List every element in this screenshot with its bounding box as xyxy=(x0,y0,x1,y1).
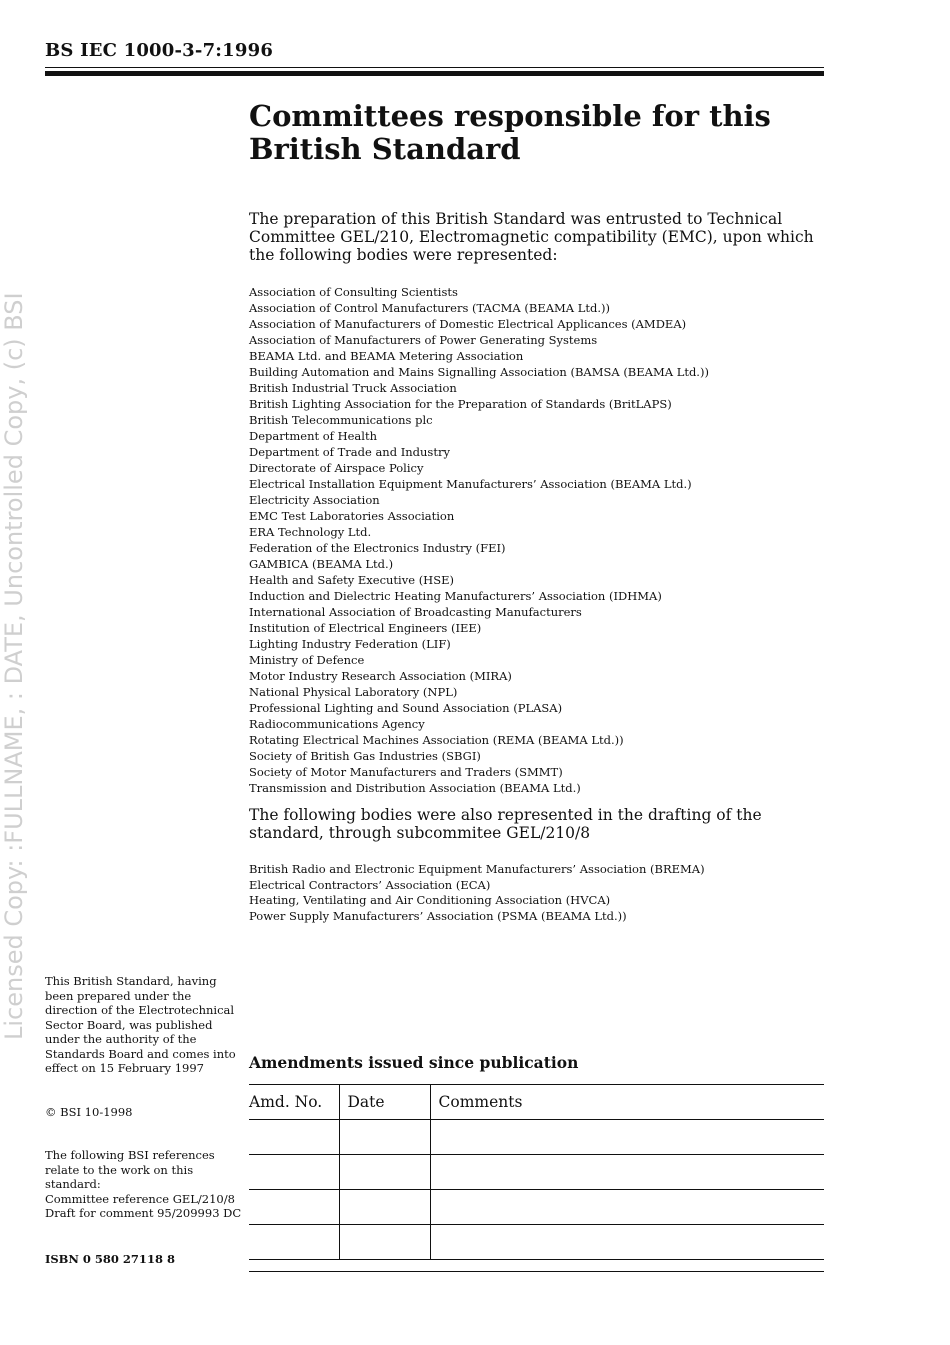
comments-cell xyxy=(430,1120,824,1155)
body-item: Federation of the Electronics Industry (FEI) xyxy=(249,541,506,555)
header-thin-rule xyxy=(45,67,824,68)
table-row xyxy=(249,1190,824,1225)
amendments-header-row xyxy=(249,1085,824,1120)
page-title-line-2: British Standard xyxy=(249,132,521,166)
amd-no-cell xyxy=(249,1120,339,1155)
body-item: Ministry of Defence xyxy=(249,653,365,667)
subcommittee-body-item: Heating, Ventilating and Air Conditioning Association (HVCA) xyxy=(249,893,611,907)
body-item: Radiocommunications Agency xyxy=(249,717,425,731)
body-item: Association of Manufacturers of Power Generating Systems xyxy=(249,333,598,347)
represented-bodies-list xyxy=(249,284,824,796)
bsi-references xyxy=(45,1148,245,1221)
column-header-amd-no: Amd. No. xyxy=(249,1085,339,1120)
body-item: Association of Consulting Scientists xyxy=(249,285,458,299)
amd-no-cell xyxy=(249,1190,339,1225)
references-intro: The following BSI references relate to the work on this standard: xyxy=(45,1148,215,1191)
amendments-table xyxy=(249,1084,824,1260)
body-item: Electrical Installation Equipment Manufacturers’ Association (BEAMA Ltd.) xyxy=(249,477,692,491)
intro-paragraph: The preparation of this British Standard was entrusted to Technical Committee GEL/210, Electromagnetic compatibility (EMC), upon which the following bodies were represented: xyxy=(249,210,814,264)
comments-cell xyxy=(430,1225,824,1260)
page-title xyxy=(249,100,809,166)
header-thick-rule xyxy=(45,71,824,76)
column-header-comments: Comments xyxy=(430,1085,824,1120)
page-title-line-1: Committees responsible for this xyxy=(249,99,771,133)
committee-reference: Committee reference GEL/210/8 xyxy=(45,1191,235,1206)
license-watermark: Licensed Copy: :FULLNAME, : DATE, Uncontrolled Copy, (c) BSI xyxy=(0,292,28,1040)
body-item: Department of Health xyxy=(249,429,377,443)
subcommittee-body-item: British Radio and Electronic Equipment Manufacturers’ Association (BREMA) xyxy=(249,862,705,876)
body-item: Rotating Electrical Machines Association (REMA (BEAMA Ltd.)) xyxy=(249,733,624,747)
body-item: British Industrial Truck Association xyxy=(249,381,457,395)
body-item: Lighting Industry Federation (LIF) xyxy=(249,637,451,651)
body-item: Society of British Gas Industries (SBGI) xyxy=(249,749,481,763)
document-id: BS IEC 1000-3-7:1996 xyxy=(45,40,274,61)
body-item: Association of Control Manufacturers (TACMA (BEAMA Ltd.)) xyxy=(249,301,611,315)
body-item: Association of Manufacturers of Domestic Electrical Applicances (AMDEA) xyxy=(249,317,687,331)
body-item: Institution of Electrical Engineers (IEE) xyxy=(249,621,482,635)
body-item: Directorate of Airspace Policy xyxy=(249,461,424,475)
subcommittee-body-item: Electrical Contractors’ Association (ECA) xyxy=(249,877,491,892)
body-item: Electricity Association xyxy=(249,493,380,507)
body-item: National Physical Laboratory (NPL) xyxy=(249,685,458,699)
amendments-heading: Amendments issued since publication xyxy=(249,1053,579,1072)
copyright-notice: © BSI 10-1998 xyxy=(45,1105,133,1119)
table-row xyxy=(249,1155,824,1190)
date-cell xyxy=(339,1225,430,1260)
body-item: Department of Trade and Industry xyxy=(249,445,450,459)
column-header-date: Date xyxy=(339,1085,430,1120)
table-row xyxy=(249,1225,824,1260)
body-item: Professional Lighting and Sound Association (PLASA) xyxy=(249,701,563,715)
date-cell xyxy=(339,1190,430,1225)
body-item: Motor Industry Research Association (MIRA) xyxy=(249,669,512,683)
body-item: EMC Test Laboratories Association xyxy=(249,509,455,523)
drafting-paragraph: The following bodies were also represented in the drafting of the standard, through subcommitee GEL/210/8 xyxy=(249,806,762,842)
body-item: Society of Motor Manufacturers and Traders (SMMT) xyxy=(249,765,563,779)
body-item: Transmission and Distribution Association (BEAMA Ltd.) xyxy=(249,781,581,795)
body-item: British Telecommunications plc xyxy=(249,413,433,427)
comments-cell xyxy=(430,1190,824,1225)
body-item: Induction and Dielectric Heating Manufacturers’ Association (IDHMA) xyxy=(249,589,662,603)
body-item: International Association of Broadcasting Manufacturers xyxy=(249,605,582,619)
date-cell xyxy=(339,1120,430,1155)
comments-cell xyxy=(430,1155,824,1190)
body-item: BEAMA Ltd. and BEAMA Metering Association xyxy=(249,349,524,363)
body-item: Building Automation and Mains Signalling Association (BAMSA (BEAMA Ltd.)) xyxy=(249,365,709,379)
subcommittee-body-item: Power Supply Manufacturers’ Association (PSMA (BEAMA Ltd.)) xyxy=(249,908,627,923)
footer-rule xyxy=(249,1271,824,1272)
draft-reference: Draft for comment 95/209993 DC xyxy=(45,1206,242,1220)
body-item: British Lighting Association for the Preparation of Standards (BritLAPS) xyxy=(249,397,672,411)
subcommittee-bodies-list xyxy=(249,862,824,924)
publication-note: This British Standard, having been prepared under the direction of the Electrotechnical Sector Board, was published under the authority of the Standards Board and comes into effect on 15 February 1997 xyxy=(45,974,236,1075)
body-item: GAMBICA (BEAMA Ltd.) xyxy=(249,557,394,571)
table-row xyxy=(249,1120,824,1155)
date-cell xyxy=(339,1155,430,1190)
amd-no-cell xyxy=(249,1155,339,1190)
body-item: Health and Safety Executive (HSE) xyxy=(249,573,454,587)
isbn: ISBN 0 580 27118 8 xyxy=(45,1252,175,1266)
amd-no-cell xyxy=(249,1225,339,1260)
body-item: ERA Technology Ltd. xyxy=(249,525,372,539)
